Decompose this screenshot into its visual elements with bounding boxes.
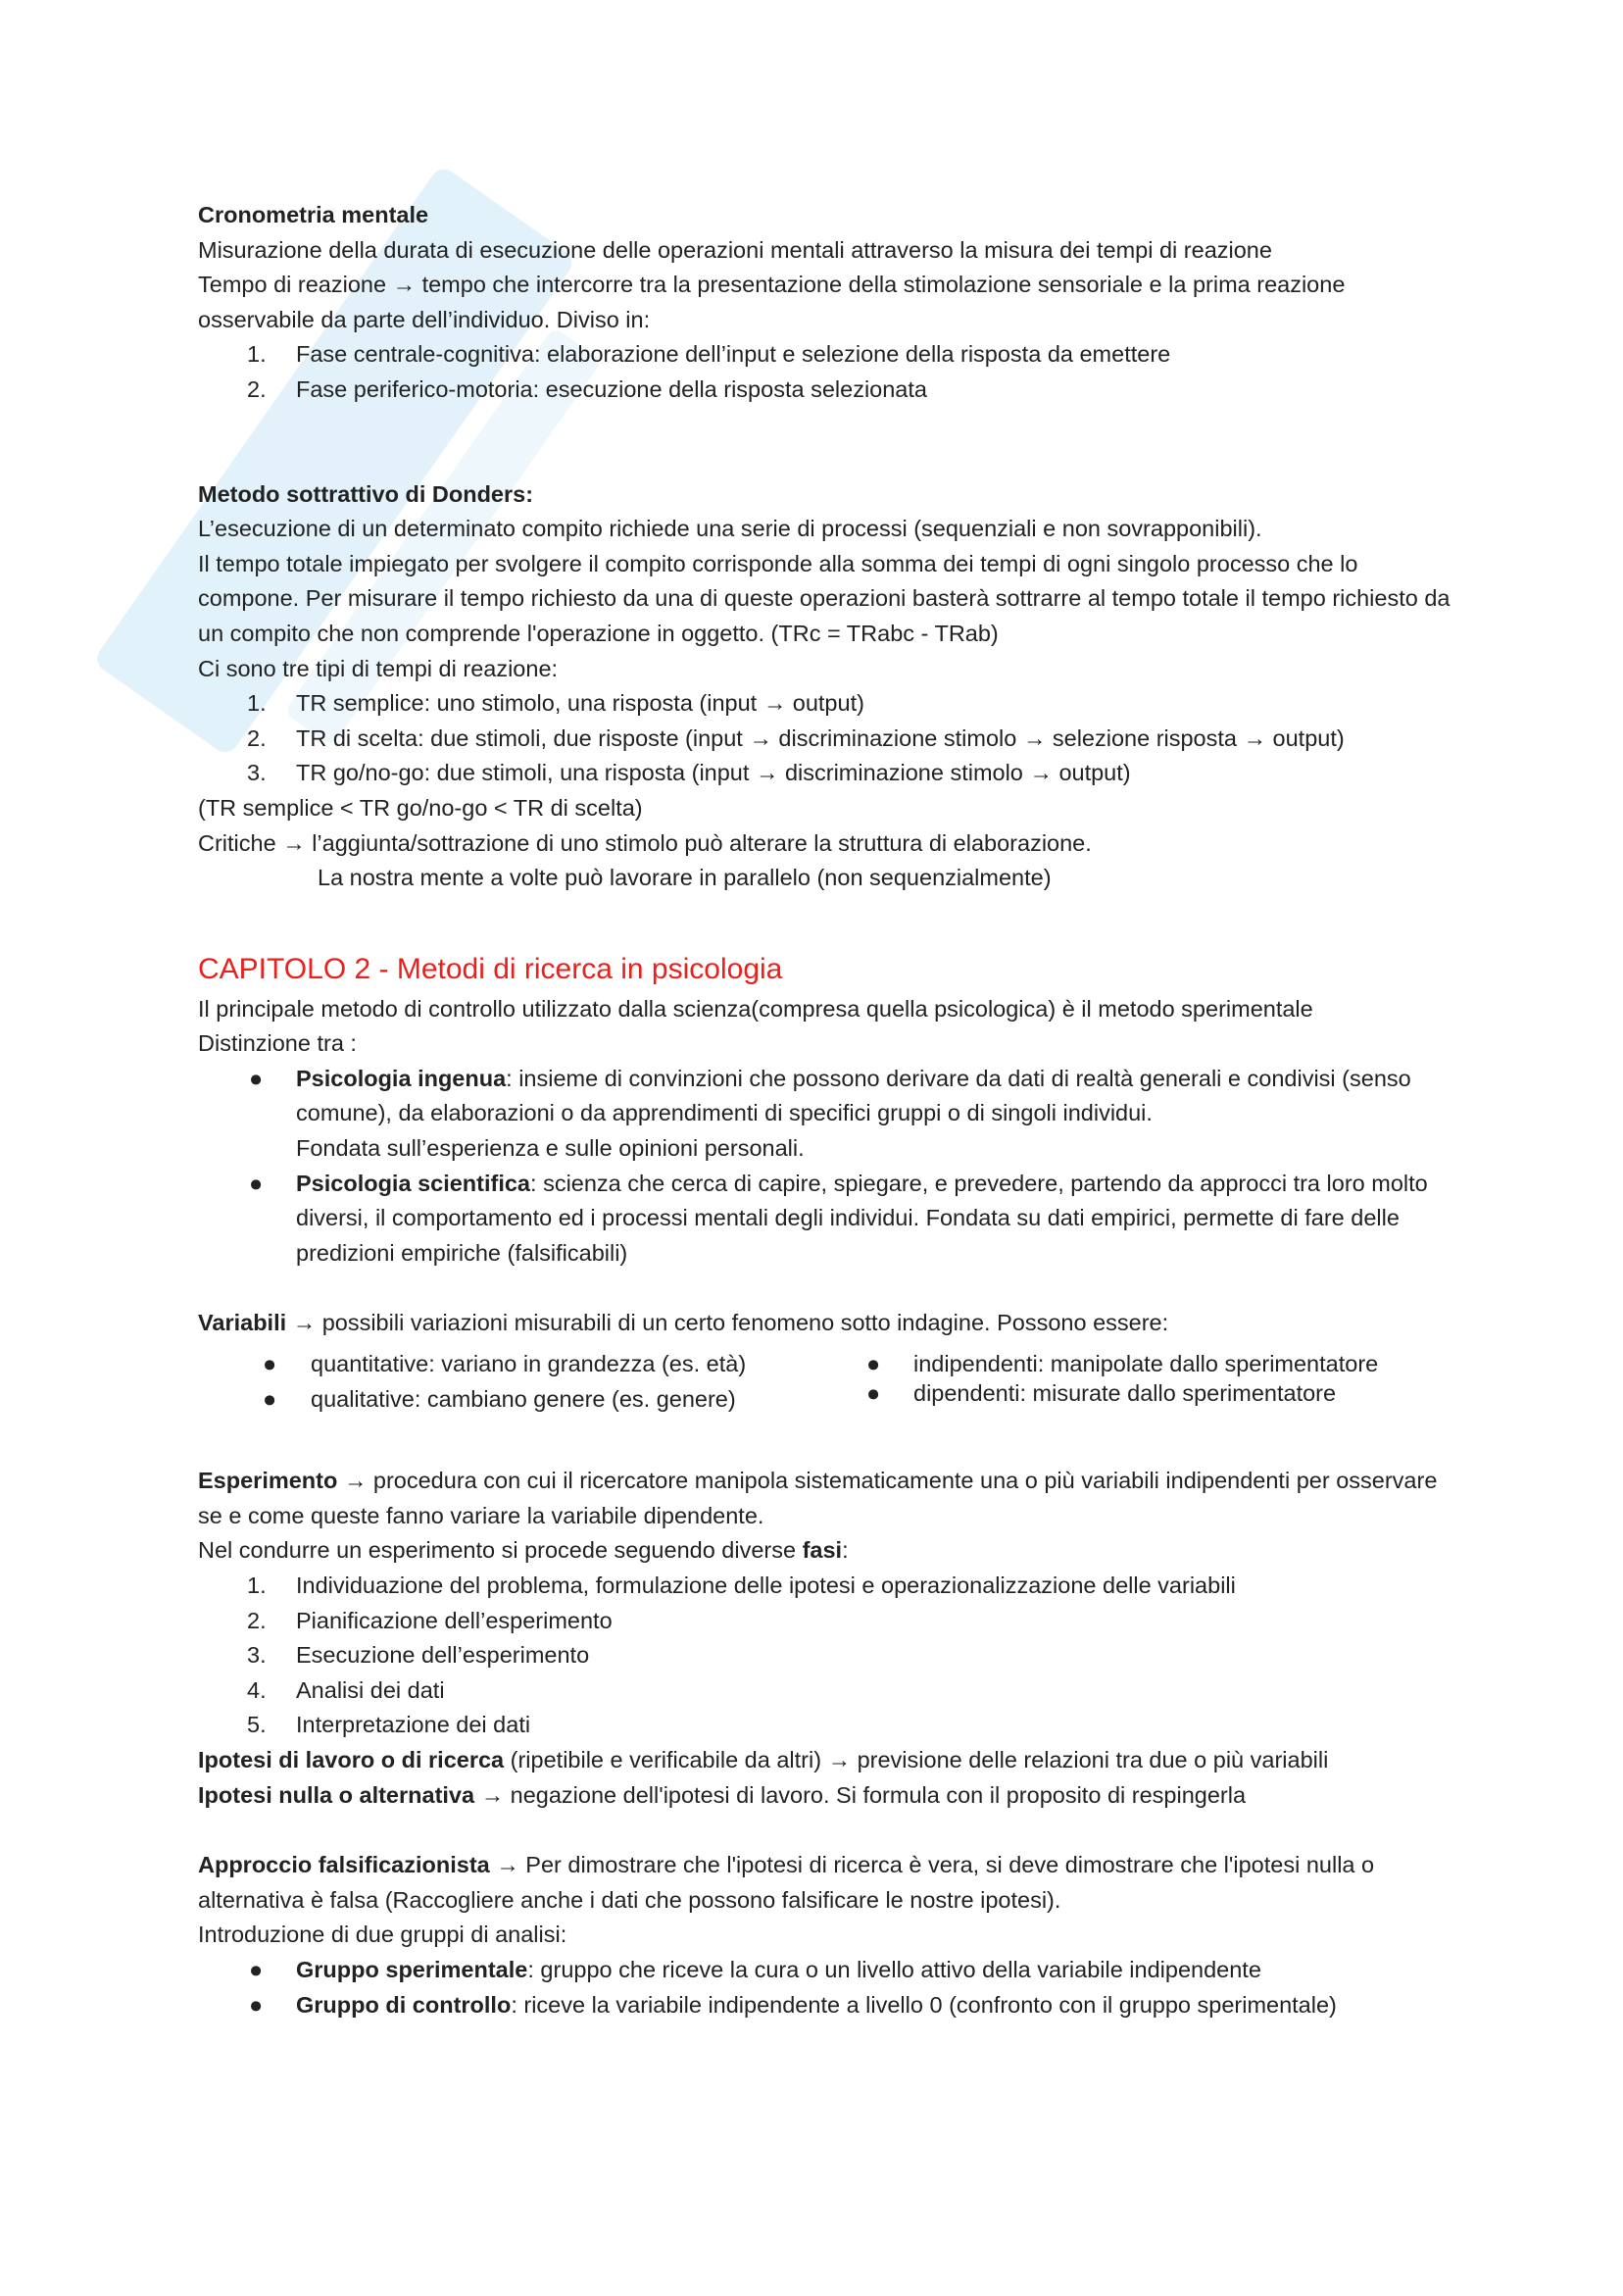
paragraph: Distinzione tra : [198,1030,357,1057]
list-item: ● Psicologia ingenua: insieme di convinzioni che possono derivare da dati di realtà generali e condivisi (senso comune), da elaborazioni o da apprendimenti di specifici gruppi o di singoli individui. Fondata sull’esperienza e sulle opinioni personali. [249,1065,1411,1162]
list-item: 2. TR di scelta: due stimoli, due risposte (input → discriminazione stimolo → selezione risposta → output) [247,724,1345,751]
section-title-donders: Metodo sottrattivo di Donders: [198,480,534,507]
list-item: 3. Esecuzione dell’esperimento [247,1642,590,1669]
variable-types-left [198,1347,815,1417]
paragraph: Introduzione di due gruppi di analisi: [198,1922,567,1948]
rt-types-list [198,686,1452,791]
paragraph: (TR semplice < TR go/no-go < TR di scelta) [198,794,643,821]
paragraph: Variabili → possibili variazioni misurabili di un certo fenomeno sotto indagine. Possono essere: [198,1310,1169,1336]
paragraph: Approccio falsificazionista → Per dimostrare che l'ipotesi di ricerca è vera, si deve dimostrare che l'ipotesi nulla o alternativa è falsa (Raccogliere anche i dati che possono falsificare le nostre ipotesi). [198,1852,1375,1913]
list-item: ● dipendenti: misurate dallo sperimentatore [866,1380,1337,1407]
chapter-heading: CAPITOLO 2 - Metodi di ricerca in psicologia [198,952,783,985]
experiment-phases-list [198,1569,1452,1743]
list-item: ● indipendenti: manipolate dallo sperimentatore [866,1351,1379,1377]
list-item: ● Gruppo di controllo: riceve la variabile indipendente a livello 0 (confronto con il gruppo sperimentale) [249,1991,1337,2018]
paragraph: Ci sono tre tipi di tempi di reazione: [198,655,559,681]
paragraph: Misurazione della durata di esecuzione delle operazioni mentali attraverso la misura dei tempi di reazione [198,236,1272,263]
paragraph: Esperimento → procedura con cui il ricercatore manipola sistematicamente una o più variabili indipendenti per osservare se e come queste fanno variare la variabile dipendente. [198,1468,1438,1528]
variable-types [198,1347,1452,1417]
paragraph: Ipotesi nulla o alternativa → negazione dell'ipotesi di lavoro. Si formula con il proposito di respingerla [198,1781,1247,1808]
phase-list [198,337,1452,407]
paragraph: Ipotesi di lavoro o di ricerca (ripetibile e verificabile da altri) → previsione delle relazioni tra due o più variabili [198,1746,1329,1772]
list-item: 3. TR go/no-go: due stimoli, una risposta (input → discriminazione stimolo → output) [247,760,1131,786]
section-title-cronometria: Cronometria mentale [198,202,429,227]
list-item: 2. Fase periferico-motoria: esecuzione della risposta selezionata [247,375,927,402]
list-item: 2. Pianificazione dell’esperimento [247,1607,613,1633]
variable-types-right [815,1347,1433,1417]
list-item: ● qualitative: cambiano genere (es. genere) [263,1385,736,1412]
list-item: ● Psicologia scientifica: scienza che cerca di capire, spiegare, e prevedere, partendo da approcci tra loro molto diversi, il comportamento ed i processi mentali degli individui. Fondata su dati empirici, permette di fare delle predizioni empiriche (falsificabili) [249,1170,1428,1266]
list-item: 1. Individuazione del problema, formulazione delle ipotesi e operazionalizzazione delle variabili [247,1572,1236,1598]
psychology-kinds-list [198,1062,1452,1272]
list-item: ● Gruppo sperimentale: gruppo che riceve la cura o un livello attivo della variabile indipendente [249,1956,1261,1982]
paragraph: Nel condurre un esperimento si procede seguendo diverse fasi: [198,1537,849,1564]
paragraph: Il principale metodo di controllo utilizzato dalla scienza(compresa quella psicologica) è il metodo sperimentale [198,995,1313,1022]
paragraph: Critiche → l’aggiunta/sottrazione di uno stimolo può alterare la struttura di elaborazione. [198,829,1092,856]
list-item: 5. Interpretazione dei dati [247,1712,531,1738]
list-item: 1. TR semplice: uno stimolo, una risposta (input → output) [247,690,864,717]
paragraph: Tempo di reazione → tempo che intercorre tra la presentazione della stimolazione sensoriale e la prima reazione osservabile da parte dell’individuo. Diviso in: [198,272,1346,332]
list-item: 4. Analisi dei dati [247,1676,445,1703]
paragraph: La nostra mente a volte può lavorare in parallelo (non sequenzialmente) [318,865,1052,891]
analysis-groups-list [198,1953,1452,2022]
paragraph: Il tempo totale impiegato per svolgere il compito corrisponde alla somma dei tempi di ogni singolo processo che lo compone. Per misurare il tempo richiesto da una di queste operazioni basterà sottrarre al tempo totale il tempo richiesto da un compito che non comprende l'operazione in oggetto. (TRc = TRabc - TRab) [198,550,1451,646]
list-item: ● quantitative: variano in grandezza (es. età) [263,1351,747,1377]
document-page [198,198,1452,2022]
paragraph: L’esecuzione di un determinato compito richiede una serie di processi (sequenziali e non sovrapponibili). [198,516,1262,542]
list-item: 1. Fase centrale-cognitiva: elaborazione dell’input e selezione della risposta da emettere [247,341,1171,368]
